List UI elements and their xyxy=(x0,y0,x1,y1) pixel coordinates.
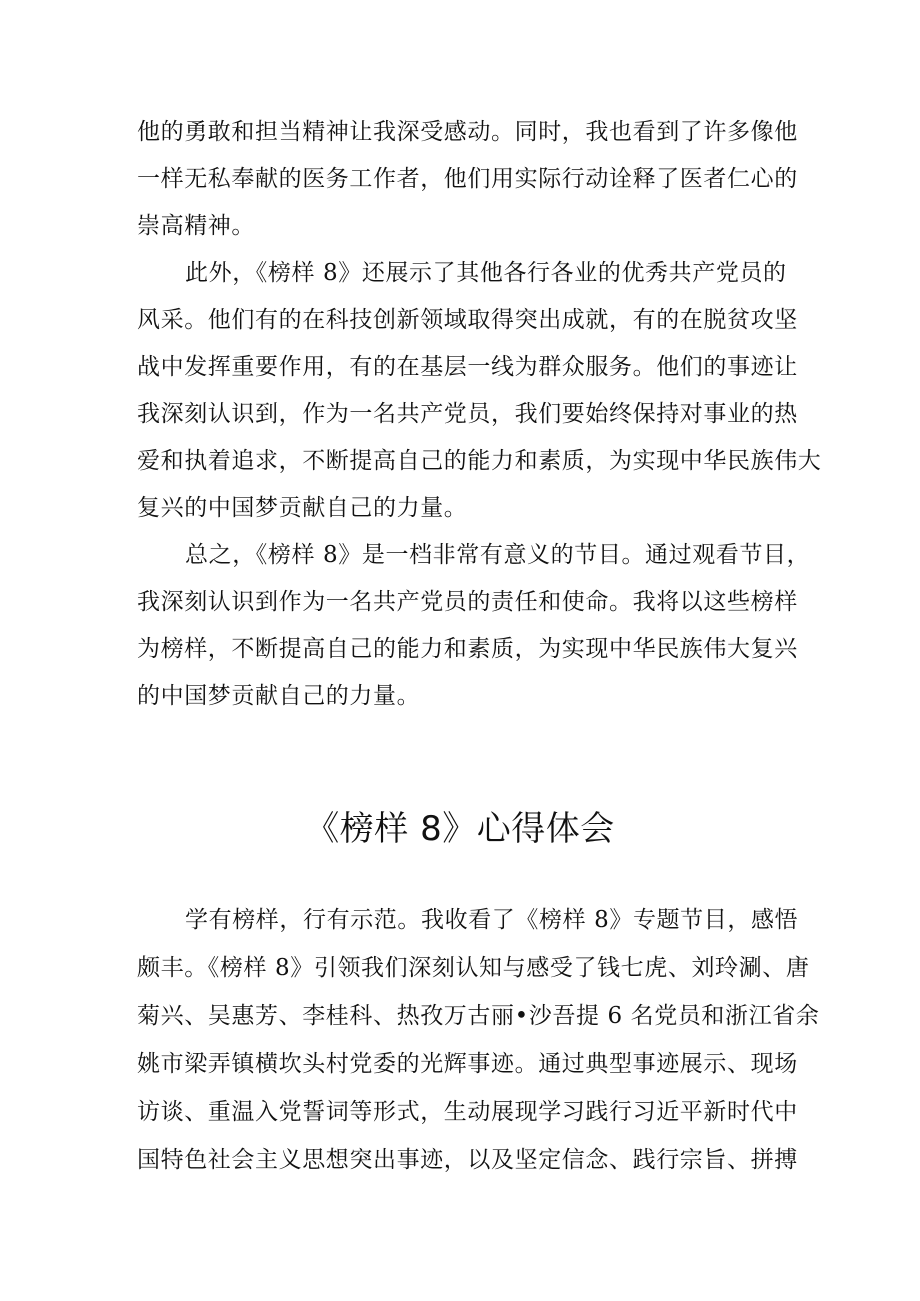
section-title: 《榜样 8》心得体会 xyxy=(305,809,615,849)
paragraph-line: 我深刻认识到，作为一名共产党员，我们要始终保持对事业的热 xyxy=(137,401,798,427)
paragraph-line: 崇高精神。 xyxy=(137,213,255,239)
paragraph-line: 爱和执着追求，不断提高自己的能力和素质，为实现中华民族伟大 xyxy=(137,448,822,474)
paragraph-line: 访谈、重温入党誓词等形式，生动展现学习践行习近平新时代中 xyxy=(137,1099,798,1125)
paragraph-line: 一样无私奉献的医务工作者，他们用实际行动诠释了医者仁心的 xyxy=(137,166,798,192)
paragraph-line: 战中发挥重要作用，有的在基层一线为群众服务。他们的事迹让 xyxy=(137,354,798,380)
paragraph-line: 的中国梦贡献自己的力量。 xyxy=(137,683,421,709)
paragraph-line: 学有榜样，行有示范。我收看了《榜样 8》专题节目，感悟 xyxy=(185,907,799,933)
paragraph-line: 国特色社会主义思想突出事迹，以及坚定信念、践行宗旨、拼搏 xyxy=(137,1147,798,1173)
paragraph-line: 风采。他们有的在科技创新领域取得突出成就，有的在脱贫攻坚 xyxy=(137,307,798,333)
paragraph-line: 我深刻认识到作为一名共产党员的责任和使命。我将以这些榜样 xyxy=(137,589,798,615)
paragraph-line: 他的勇敢和担当精神让我深受感动。同时，我也看到了许多像他 xyxy=(137,119,798,145)
paragraph-line: 为榜样，不断提高自己的能力和素质，为实现中华民族伟大复兴 xyxy=(137,636,798,662)
paragraph-line: 此外，《榜样 8》还展示了其他各行各业的优秀共产党员的 xyxy=(185,260,787,286)
paragraph-line: 颇丰。《榜样 8》引领我们深刻认知与感受了钱七虎、刘玲涮、唐 xyxy=(137,955,810,981)
paragraph-line: 复兴的中国梦贡献自己的力量。 xyxy=(137,495,468,521)
paragraph-line: 总之，《榜样 8》是一档非常有意义的节目。通过观看节目， xyxy=(185,542,811,568)
paragraph-line: 菊兴、吴惠芳、李桂科、热孜万古丽•沙吾提 6 名党员和浙江省余 xyxy=(137,1003,820,1029)
paragraph-line: 姚市梁弄镇横坎头村党委的光辉事迹。通过典型事迹展示、现场 xyxy=(137,1051,798,1077)
